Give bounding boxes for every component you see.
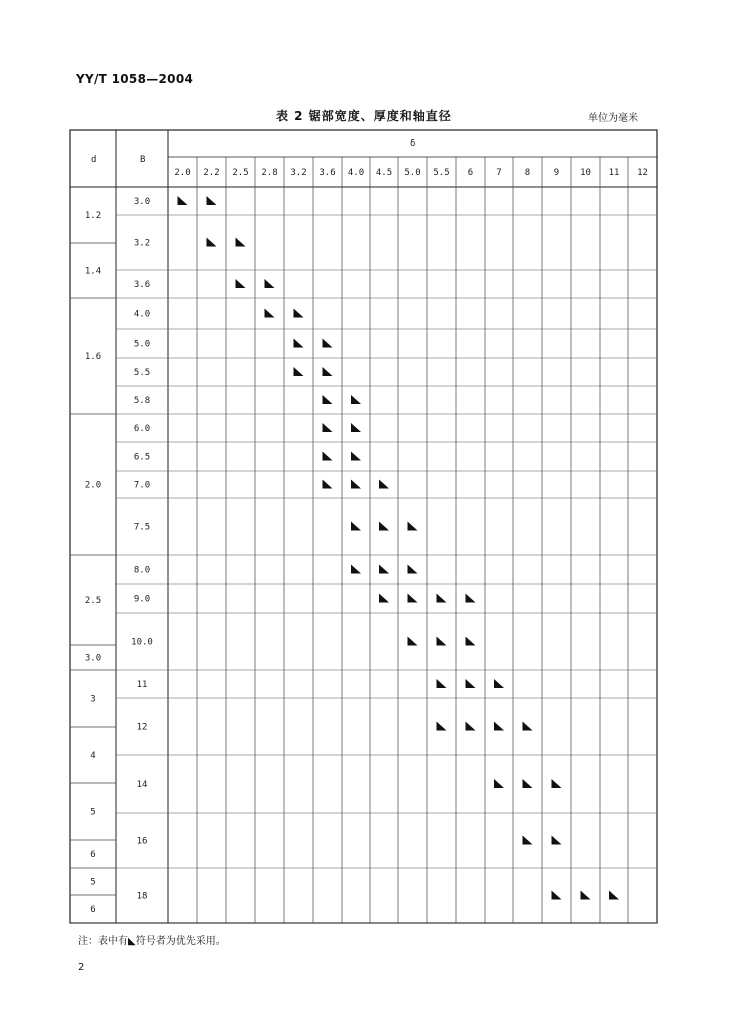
preferred-mark (552, 836, 562, 845)
b-col-label: 4.5 (375, 168, 393, 178)
d-label: 3 (90, 694, 96, 705)
preferred-mark (323, 395, 333, 404)
b-group-header: δ (410, 139, 416, 149)
B-row-label: 3.6 (133, 280, 151, 290)
B-row-label: 5.8 (133, 396, 151, 406)
preferred-mark (437, 722, 447, 731)
b-col-label: 7 (496, 168, 502, 178)
preferred-mark (351, 565, 361, 574)
footnote: 注：表中有◣符号者为优先采用。 (78, 936, 226, 947)
preferred-mark (178, 196, 188, 205)
d-label: 1.6 (84, 352, 102, 362)
B-row-label: 14 (136, 780, 148, 790)
preferred-mark (351, 423, 361, 432)
B-row-label: 3.0 (133, 197, 151, 207)
B-row-label: 10.0 (131, 637, 153, 648)
B-row-label: 9.0 (133, 594, 151, 605)
d-label: 1.4 (84, 266, 102, 277)
B-row-label: 7.5 (133, 522, 151, 533)
b-col-label: 2.5 (232, 168, 249, 178)
preferred-mark (466, 637, 476, 646)
B-row-label: 7.0 (133, 480, 151, 491)
B-row-label: 6.5 (133, 452, 151, 463)
preferred-mark (323, 452, 333, 461)
unit-note: 单位为毫米 (588, 113, 638, 124)
preferred-mark (552, 891, 562, 900)
d-label: 2.5 (84, 596, 102, 606)
standard-code: YY/T 1058—2004 (76, 72, 194, 86)
B-row-label: 12 (136, 722, 148, 733)
b-columns (174, 157, 648, 923)
preferred-mark (609, 891, 619, 900)
preferred-mark (466, 679, 476, 688)
preferred-mark (294, 309, 304, 318)
b-col-label: 9 (553, 168, 560, 178)
preferred-mark (265, 309, 275, 318)
preferred-mark (523, 722, 533, 731)
preferred-mark (379, 522, 389, 531)
preferred-mark (207, 196, 217, 205)
preferred-mark (207, 238, 217, 247)
d-label: 1.2 (84, 211, 102, 221)
d-label: 5 (90, 877, 96, 888)
B-row-label: 11 (136, 680, 148, 690)
preferred-mark (236, 238, 246, 247)
B-row-label: 3.2 (133, 238, 151, 249)
b-col-label: 2.8 (261, 168, 278, 178)
b-col-label: 10 (580, 168, 591, 178)
preferred-mark (408, 594, 418, 603)
B-row-label: 5.0 (133, 339, 151, 350)
preferred-mark (323, 423, 333, 432)
preferred-mark (437, 637, 447, 646)
preferred-mark (466, 594, 476, 603)
b-col-label: 11 (608, 168, 620, 178)
b-col-label: 4.0 (347, 168, 365, 178)
B-row-label: 6.0 (133, 424, 151, 434)
preferred-mark (437, 594, 447, 603)
preferred-mark (581, 891, 591, 900)
b-col-label: 3.2 (290, 168, 307, 178)
preferred-mark (552, 779, 562, 788)
preferred-mark (351, 480, 361, 489)
b-col-label: 6 (467, 168, 474, 178)
preferred-mark (494, 779, 504, 788)
preferred-mark (323, 367, 333, 376)
preferred-mark (379, 480, 389, 489)
page-number: 2 (78, 962, 85, 973)
d-label: 5 (90, 807, 96, 818)
preferred-mark (351, 395, 361, 404)
preferred-mark (437, 679, 447, 688)
preferred-mark (236, 279, 246, 288)
d-label: 3.0 (84, 653, 102, 664)
d-header: d (91, 155, 97, 165)
preferred-mark (379, 594, 389, 603)
b-col-label: 12 (637, 168, 648, 178)
b-col-label: 2.2 (203, 168, 220, 178)
b-col-label: 5.5 (433, 168, 450, 178)
d-label: 6 (90, 905, 96, 915)
preferred-mark (294, 367, 304, 376)
b-col-label: 8 (524, 168, 531, 178)
preferred-mark (294, 339, 304, 348)
preferred-mark (379, 565, 389, 574)
preferred-mark (408, 522, 418, 531)
B-row-label: 16 (136, 836, 148, 847)
d-label: 2.0 (84, 480, 102, 491)
B-row-label: 5.5 (133, 368, 151, 378)
preferred-mark (466, 722, 476, 731)
preferred-mark (351, 452, 361, 461)
preferred-mark (265, 279, 275, 288)
preferred-mark (408, 565, 418, 574)
b-col-label: 5.0 (404, 168, 421, 178)
d-label: 4 (90, 751, 96, 761)
table-border (70, 130, 657, 923)
b-col-label: 3.6 (319, 168, 336, 178)
table-title: 表 2 锯部宽度、厚度和轴直径 (276, 109, 452, 123)
b-col-label: 2.0 (174, 168, 191, 178)
preferred-mark (408, 637, 418, 646)
B-row-label: 8.0 (133, 565, 151, 576)
d-label: 6 (90, 850, 96, 860)
B-header: B (140, 155, 146, 165)
preferred-mark (494, 679, 504, 688)
preferred-mark (523, 779, 533, 788)
preferred-mark (351, 522, 361, 531)
preferred-mark (323, 339, 333, 348)
preferred-mark (523, 836, 533, 845)
B-row-label: 4.0 (133, 309, 151, 320)
B-row-label: 18 (136, 891, 148, 902)
d-labels (70, 211, 116, 923)
preferred-mark (323, 480, 333, 489)
preferred-mark (494, 722, 504, 731)
